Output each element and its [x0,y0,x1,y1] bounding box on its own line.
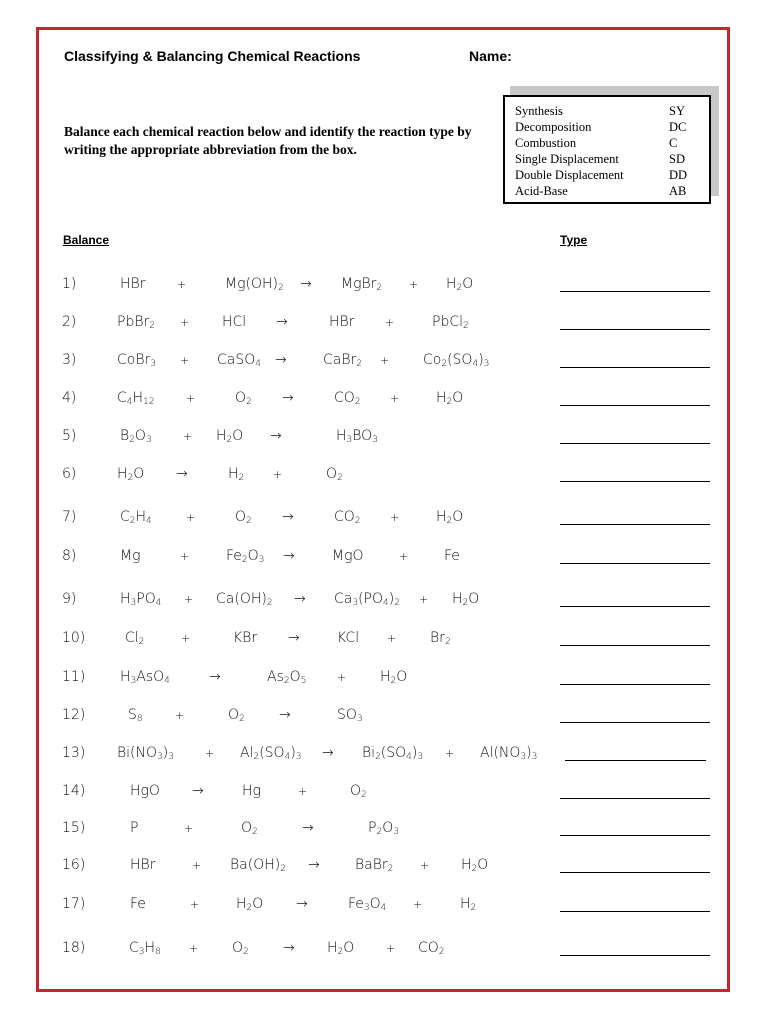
plus-sign: + [192,859,202,872]
key-type-label: Decomposition [515,120,592,134]
reaction-arrow-icon: → [176,466,188,482]
reaction-number: 10) [62,630,86,646]
reaction-arrow-icon: → [300,276,312,292]
chemical-formula: $H_2O$ [436,390,464,407]
type-answer-blank[interactable] [560,645,710,646]
plus-sign: + [180,550,190,563]
chemical-formula: $H_3AsO_4$ [120,669,170,686]
chemical-formula: $C_4H_{12}$ [117,390,155,407]
reaction-number: 2) [62,314,77,330]
reaction-row [0,591,768,615]
chemical-formula: $Cl_2$ [125,630,145,647]
reaction-row [0,466,768,490]
chemical-formula: PbCl$_2$ [432,314,469,331]
instructions-text: Balance each chemical reaction below and identify the reaction type by writing the appropriate abbreviation from the box. [64,124,472,157]
reaction-arrow-icon: → [283,548,295,564]
chemical-formula: $H_3BO_3$ [336,428,378,445]
reaction-arrow-icon: → [322,745,334,761]
reaction-number: 8) [62,548,77,564]
reaction-row [0,630,768,654]
chemical-formula: $Al(NO_3)_3$ [480,745,538,762]
chemical-formula: $H_2O$ [216,428,244,445]
chemical-formula: $H_2$ [460,896,477,913]
plus-sign: + [190,898,200,911]
plus-sign: + [273,468,283,481]
chemical-formula: $Co_2(SO_4)_3$ [423,352,490,369]
chemical-formula: $O_2$ [232,940,249,957]
reaction-number: 7) [62,509,77,525]
reaction-arrow-icon: → [296,896,308,912]
type-answer-blank[interactable] [560,405,710,406]
chemical-formula: MgO [332,548,364,564]
chemical-formula: $C_2H_4$ [120,509,152,526]
reaction-number: 17) [62,896,86,912]
chemical-formula: $H_3PO_4$ [120,591,162,608]
key-abbreviation: DC [669,120,687,134]
key-row [515,119,699,135]
reaction-row [0,896,768,920]
chemical-formula: $As_2O_5$ [267,669,307,686]
chemical-formula: $O_2$ [235,509,252,526]
reaction-arrow-icon: → [288,630,300,646]
chemical-formula: HBr [130,857,156,873]
plus-sign: + [445,747,455,760]
chemical-formula: $H_2O$ [452,591,480,608]
chemical-formula: $Bi(NO_3)_3$ [117,745,174,762]
plus-sign: + [180,354,190,367]
reaction-arrow-icon: → [282,390,294,406]
chemical-formula: $Ba(OH)_2$ [230,857,286,874]
plus-sign: + [385,316,395,329]
chemical-formula: Hg [242,783,261,799]
chemical-formula: $O_2$ [350,783,367,800]
plus-sign: + [390,511,400,524]
plus-sign: + [175,709,185,722]
key-type-label: Combustion [515,136,577,150]
reaction-arrow-icon: → [283,940,295,956]
chemical-formula: CaBr$_2$ [323,352,363,369]
reaction-number: 14) [62,783,86,799]
chemical-formula: $Ca(OH)_2$ [216,591,273,608]
chemical-formula: KBr [233,630,258,646]
balance-column-header: Balance [63,233,110,247]
type-answer-blank[interactable] [560,524,710,525]
reaction-type-key [503,95,711,204]
key-row [515,151,699,167]
plus-sign: + [399,550,409,563]
key-row [515,135,699,151]
reaction-row [0,940,768,964]
chemical-formula: HBr [329,314,355,330]
chemical-formula: $Fe_3O_4$ [348,896,387,913]
chemical-formula: $O_2$ [326,466,343,483]
type-answer-blank[interactable] [560,291,710,292]
reaction-number: 16) [62,857,86,873]
chemical-formula: MgBr$_2$ [341,276,383,293]
chemical-formula: $CO_2$ [418,940,445,957]
reaction-number: 18) [62,940,86,956]
type-answer-blank[interactable] [560,798,710,799]
key-type-label: Single Displacement [515,152,619,166]
chemical-formula: $Al_2(SO_4)_3$ [240,745,302,762]
chemical-formula: $P_2O_3$ [368,820,399,837]
chemical-formula: Fe [444,548,460,564]
chemical-formula: $O_2$ [235,390,252,407]
key-type-label: Acid-Base [515,184,568,198]
key-abbreviation: AB [669,184,687,198]
chemical-formula: Mg [120,548,141,564]
chemical-formula: CaSO$_4$ [217,352,261,369]
chemical-formula: $H_2O$ [380,669,408,686]
reaction-row [0,428,768,452]
chemical-formula: HBr [120,276,146,292]
plus-sign: + [409,278,419,291]
reaction-row [0,352,768,376]
chemical-formula: $CO_2$ [334,509,361,526]
reaction-row [0,820,768,844]
reaction-number: 11) [62,669,86,685]
type-answer-blank[interactable] [560,606,710,607]
plus-sign: + [386,942,396,955]
plus-sign: + [419,593,429,606]
reaction-row [0,857,768,881]
name-label: Name: [469,48,512,64]
type-answer-blank[interactable] [560,955,710,956]
reaction-arrow-icon: → [270,428,282,444]
chemical-formula: P [130,820,139,836]
chemical-formula: $H_2$ [228,466,245,483]
reaction-number: 15) [62,820,86,836]
type-answer-blank[interactable] [565,760,706,761]
chemical-formula: $CO_2$ [334,390,361,407]
chemical-formula: $S_8$ [128,707,143,724]
chemical-formula: KCl [337,630,360,646]
type-answer-blank[interactable] [560,563,710,564]
type-answer-blank[interactable] [560,481,710,482]
chemical-formula: $Ca_3(PO_4)_2$ [334,591,400,608]
key-row [515,167,699,183]
plus-sign: + [380,354,390,367]
reaction-row [0,509,768,533]
key-abbreviation: DD [669,168,688,182]
plus-sign: + [180,316,190,329]
plus-sign: + [186,392,196,405]
plus-sign: + [390,392,400,405]
reaction-number: 1) [62,276,77,292]
chemical-formula: $Br_2$ [430,630,451,647]
reaction-arrow-icon: → [308,857,320,873]
reaction-number: 6) [62,466,77,482]
key-abbreviation: SY [669,104,685,118]
key-abbreviation: SD [669,152,685,166]
type-answer-blank[interactable] [560,367,710,368]
reaction-arrow-icon: → [209,669,221,685]
key-type-label: Double Displacement [515,168,624,182]
type-answer-blank[interactable] [560,684,710,685]
key-abbreviation: C [669,136,678,150]
reaction-arrow-icon: → [282,509,294,525]
chemical-formula: $SO_3$ [337,707,363,724]
plus-sign: + [205,747,215,760]
reaction-row [0,276,768,300]
type-answer-blank[interactable] [560,329,710,330]
reaction-row [0,548,768,572]
chemical-formula: $Bi_2(SO_4)_3$ [362,745,424,762]
key-type-label: Synthesis [515,104,563,118]
plus-sign: + [420,859,430,872]
plus-sign: + [189,942,199,955]
chemical-formula: CoBr$_3$ [117,352,156,369]
reaction-number: 4) [62,390,77,406]
reaction-row [0,783,768,807]
page-title: Classifying & Balancing Chemical Reactions [64,48,361,64]
plus-sign: + [337,671,347,684]
plus-sign: + [184,822,194,835]
chemical-formula: $B_2O_3$ [120,428,152,445]
reaction-arrow-icon: → [275,352,287,368]
chemical-formula: PbBr$_2$ [117,314,155,331]
reaction-number: 3) [62,352,77,368]
reaction-number: 13) [62,745,86,761]
type-answer-blank[interactable] [560,911,710,912]
reaction-number: 5) [62,428,77,444]
reaction-arrow-icon: → [294,591,306,607]
chemical-formula: $H_2O$ [327,940,355,957]
plus-sign: + [298,785,308,798]
plus-sign: + [387,632,397,645]
chemical-formula: HgO [130,783,160,799]
chemical-formula: $O_2$ [228,707,245,724]
reaction-number: 12) [62,707,86,723]
reaction-arrow-icon: → [279,707,291,723]
key-row [515,183,699,199]
type-column-header: Type [560,233,588,247]
plus-sign: + [183,430,193,443]
plus-sign: + [184,593,194,606]
reaction-arrow-icon: → [192,783,204,799]
chemical-formula: $O_2$ [241,820,258,837]
chemical-formula: $H_2O$ [461,857,489,874]
chemical-formula: $H_2O$ [446,276,474,293]
chemical-formula: $C_3H_8$ [129,940,161,957]
plus-sign: + [181,632,191,645]
reaction-row [0,669,768,693]
reaction-arrow-icon: → [276,314,288,330]
key-row [515,103,699,119]
type-answer-blank[interactable] [560,722,710,723]
reaction-row [0,745,768,769]
reaction-arrow-icon: → [302,820,314,836]
plus-sign: + [186,511,196,524]
chemical-formula: BaBr$_2$ [355,857,394,874]
chemical-formula: $Mg(OH)_2$ [225,276,284,293]
reaction-row [0,314,768,338]
plus-sign: + [177,278,187,291]
reaction-row [0,707,768,731]
type-answer-blank[interactable] [560,443,710,444]
type-answer-blank[interactable] [560,872,710,873]
reaction-number: 9) [62,591,77,607]
type-answer-blank[interactable] [560,835,710,836]
chemical-formula: Fe [130,896,146,912]
plus-sign: + [413,898,423,911]
chemical-formula: $H_2O$ [117,466,145,483]
chemical-formula: $H_2O$ [436,509,464,526]
chemical-formula: HCl [222,314,247,330]
chemical-formula: $H_2O$ [236,896,264,913]
reaction-row [0,390,768,414]
chemical-formula: $Fe_2O_3$ [226,548,265,565]
